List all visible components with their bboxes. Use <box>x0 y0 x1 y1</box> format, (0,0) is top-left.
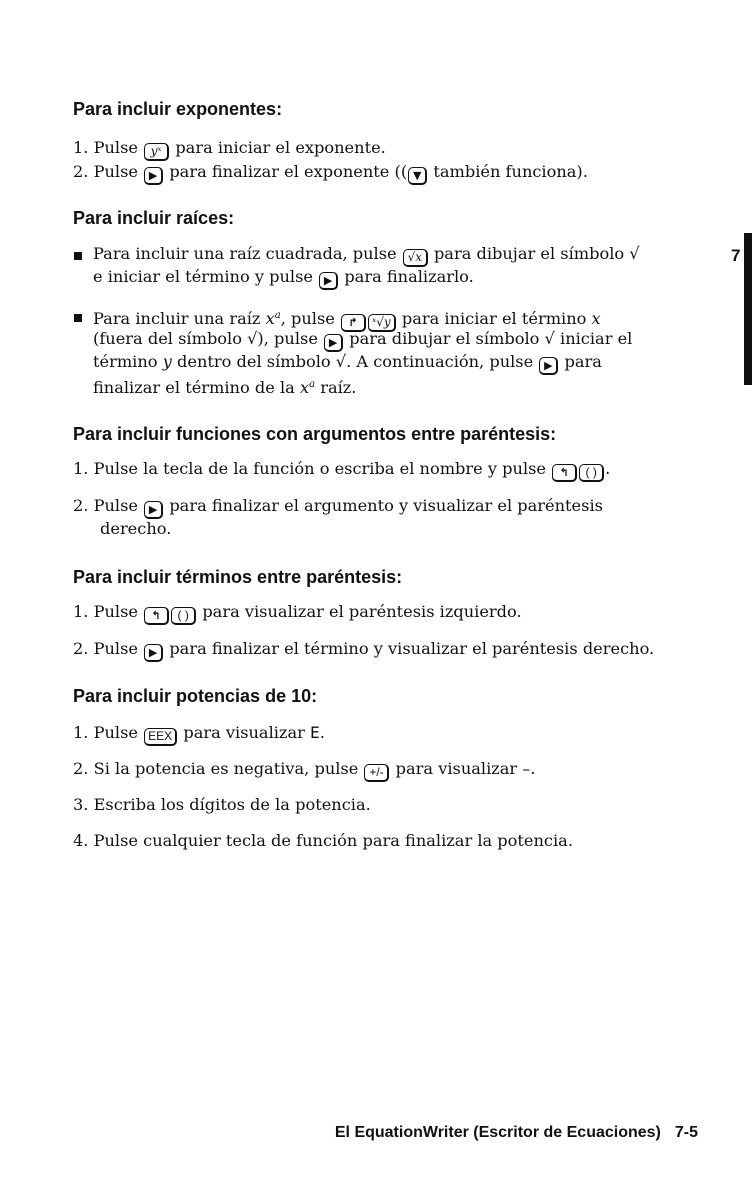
list-item: 1. Pulse ↰ ( ) para visualizar el paréntesis izquierdo. <box>73 602 522 625</box>
display-char: E <box>310 723 320 742</box>
bullet-icon <box>74 314 82 322</box>
heading-powers-of-ten: Para incluir potencias de 10: <box>73 686 318 706</box>
down-arrow-key-icon: ▼ <box>408 167 427 185</box>
xth-root-key: ˣ√y <box>368 314 396 332</box>
list-item: 1. Pulse la tecla de la función o escriba el nombre y pulse ↰ ( ) . <box>73 459 610 482</box>
list-item: 3. Escriba los dígitos de la potencia. <box>73 795 371 814</box>
page-footer <box>335 1124 698 1142</box>
left-shift-key-icon: ↰ <box>552 464 577 482</box>
parentheses-key: ( ) <box>171 607 196 625</box>
left-shift-key-icon: ↰ <box>144 607 169 625</box>
eex-key: EEX <box>144 728 177 746</box>
square-root-key: √x <box>403 249 428 267</box>
right-arrow-key-icon: ▶ <box>539 357 558 375</box>
list-item: 1. Pulse EEX para visualizar E. <box>73 723 325 746</box>
change-sign-key: +/- <box>364 764 389 782</box>
list-item-continuation: derecho. <box>100 519 172 538</box>
list-item: 2. Pulse ▶ para finalizar el argumento y visualizar el paréntesis <box>73 496 603 519</box>
right-arrow-key-icon: ▶ <box>324 334 343 352</box>
list-item: 1. Pulse yˣ para iniciar el exponente. <box>73 138 386 161</box>
chapter-tab-bar <box>744 233 752 385</box>
chapter-number: 7 <box>731 246 741 265</box>
list-item: 2. Pulse ▶ para finalizar el término y visualizar el paréntesis derecho. <box>73 639 654 662</box>
list-item: Para incluir una raíz cuadrada, pulse √x para dibujar el símbolo √ <box>93 244 640 267</box>
heading-exponents: Para incluir exponentes: <box>73 99 283 119</box>
right-arrow-key-icon: ▶ <box>144 644 163 662</box>
list-item-continuation: término y dentro del símbolo √. A continuación, pulse ▶ para <box>93 352 602 375</box>
right-shift-key-icon: ↱ <box>341 314 366 332</box>
right-arrow-key-icon: ▶ <box>144 501 163 519</box>
bullet-icon <box>74 252 82 260</box>
right-arrow-key-icon: ▶ <box>319 272 338 290</box>
right-arrow-key-icon: ▶ <box>144 167 163 185</box>
footer-title: El EquationWriter (Escritor de Ecuaciones) <box>334 1124 661 1141</box>
list-item: 4. Pulse cualquier tecla de función para finalizar la potencia. <box>73 831 573 850</box>
page-number: 7-5 <box>674 1124 698 1141</box>
heading-terms: Para incluir términos entre paréntesis: <box>73 567 403 587</box>
parentheses-key: ( ) <box>579 464 604 482</box>
list-item: Para incluir una raíz $x^a$, pulse ↱ ˣ√y para iniciar el término x <box>93 306 601 332</box>
list-item: 2. Si la potencia es negativa, pulse +/- para visualizar –. <box>73 759 536 782</box>
list-item-continuation: finalizar el término de la $x^a$ raíz. <box>93 378 357 397</box>
heading-roots: Para incluir raíces: <box>73 208 235 228</box>
list-item-continuation: (fuera del símbolo √), pulse ▶ para dibujar el símbolo √ iniciar el <box>93 329 632 352</box>
list-item-continuation: e iniciar el término y pulse ▶ para finalizarlo. <box>93 267 474 290</box>
y-power-x-key: yˣ <box>144 143 169 161</box>
heading-functions: Para incluir funciones con argumentos entre paréntesis: <box>73 424 557 444</box>
list-item: 2. Pulse ▶ para finalizar el exponente (( ▼ también funciona). <box>73 162 588 185</box>
